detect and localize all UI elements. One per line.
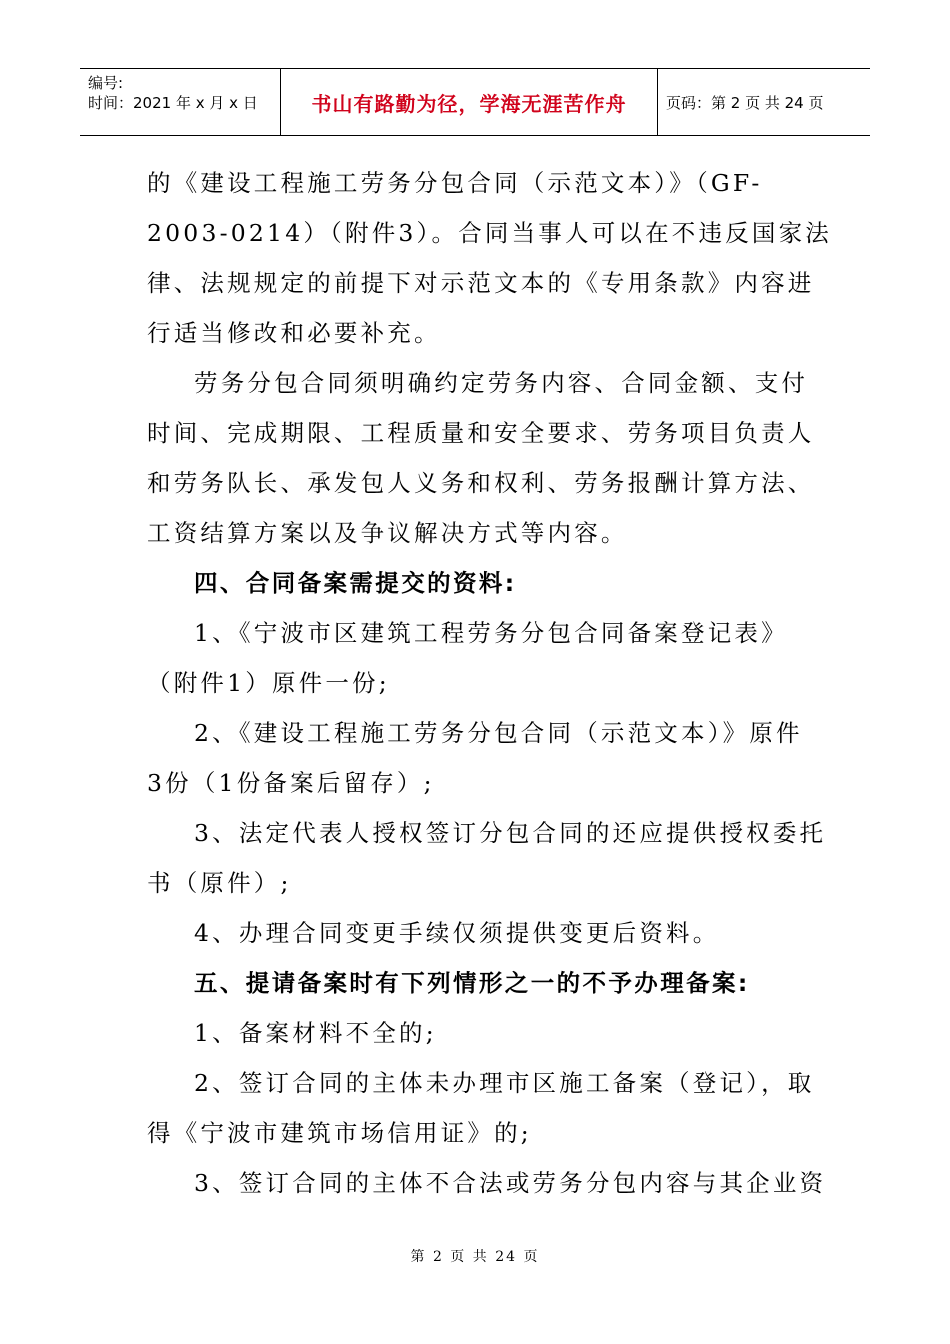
- page-header: [80, 68, 870, 136]
- body-line: （附件1）原件一份;: [147, 669, 390, 697]
- body-line: 2003-0214）（附件3）。合同当事人可以在不违反国家法: [147, 219, 833, 247]
- list-item: 3、法定代表人授权签订分包合同的还应提供授权委托: [194, 819, 827, 847]
- paragraph-start: 劳务分包合同须明确约定劳务内容、合同金额、支付: [194, 369, 809, 397]
- document-date-label: 时间：2021 年 x 月 x 日: [88, 94, 258, 112]
- list-item: 2、《建设工程施工劳务分包合同（示范文本）》原件: [194, 719, 803, 747]
- body-line: 律、法规规定的前提下对示范文本的《专用条款》内容进: [147, 269, 815, 297]
- list-item: 4、办理合同变更手续仅须提供变更后资料。: [194, 919, 720, 947]
- list-item: 1、《宁波市区建筑工程劳务分包合同备案登记表》: [194, 619, 788, 647]
- section-heading-4: 四、合同备案需提交的资料:: [194, 569, 517, 597]
- section-heading-5: 五、提请备案时有下列情形之一的不予办理备案:: [194, 969, 750, 997]
- body-line: 工资结算方案以及争议解决方式等内容。: [147, 519, 628, 547]
- body-line: 3份（1份备案后留存）;: [147, 769, 435, 797]
- body-line: 得《宁波市建筑市场信用证》的;: [147, 1119, 532, 1147]
- body-line: 的《建设工程施工劳务分包合同（示范文本）》（GF-: [147, 169, 763, 197]
- list-item: 2、签订合同的主体未办理市区施工备案（登记），取: [194, 1069, 815, 1097]
- document-number-label: 编号:: [88, 74, 124, 92]
- header-page-info: 页码：第 2 页 共 24 页: [666, 93, 824, 112]
- page-footer: 第 2 页 共 24 页: [410, 1249, 540, 1265]
- body-line: 书（原件）;: [147, 869, 292, 897]
- body-line: 行适当修改和必要补充。: [147, 319, 441, 347]
- document-body: [147, 158, 833, 1208]
- header-motto: 书山有路勤为径，学海无涯苦作舟: [281, 69, 658, 135]
- list-item: 3、签订合同的主体不合法或劳务分包内容与其企业资: [194, 1169, 827, 1197]
- header-meta: [80, 69, 281, 135]
- list-item: 1、备案材料不全的;: [194, 1019, 437, 1047]
- body-line: 和劳务队长、承发包人义务和权利、劳务报酬计算方法、: [147, 469, 815, 497]
- body-line: 时间、完成期限、工程质量和安全要求、劳务项目负责人: [147, 419, 815, 447]
